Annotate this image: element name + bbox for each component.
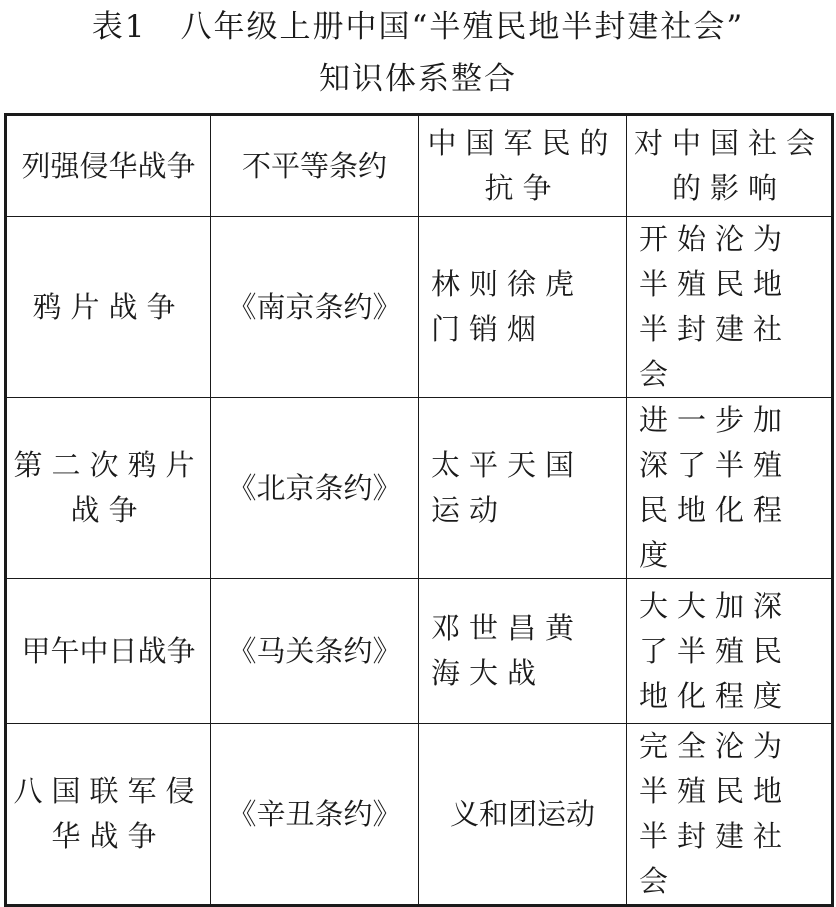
table-number: 表1 (91, 9, 147, 45)
cell-war: 甲午中日战争 (6, 579, 211, 724)
table-row (6, 217, 833, 398)
cell-impact: 开始沦为半殖民地半封建社会 (627, 217, 833, 398)
cell-resistance: 太平天国运动 (419, 398, 627, 579)
table-caption-subtitle: 知识体系整合 (319, 61, 517, 97)
cell-treaty: 《辛丑条约》 (211, 724, 419, 906)
cell-treaty: 《南京条约》 (211, 217, 419, 398)
cell-impact: 大大加深了半殖民地化程度 (627, 579, 833, 724)
table-title: 八年级上册中国“半殖民地半封建社会” (180, 9, 745, 45)
cell-war: 鸦片战争 (6, 217, 211, 398)
header-impact: 对中国社会的影响 (627, 115, 833, 217)
cell-impact: 完全沦为半殖民地半封建社会 (627, 724, 833, 906)
cell-treaty: 《北京条约》 (211, 398, 419, 579)
table-row (6, 579, 833, 724)
cell-war: 八国联军侵华战争 (6, 724, 211, 906)
cell-resistance: 林则徐虎门销烟 (419, 217, 627, 398)
header-resistance: 中国军民的抗争 (419, 115, 627, 217)
table-caption-title (0, 9, 836, 45)
table-row (6, 724, 833, 906)
cell-resistance: 邓世昌黄海大战 (419, 579, 627, 724)
header-treaty: 不平等条约 (211, 115, 419, 217)
cell-impact: 进一步加深了半殖民地化程度 (627, 398, 833, 579)
cell-resistance: 义和团运动 (419, 724, 627, 906)
cell-treaty: 《马关条约》 (211, 579, 419, 724)
cell-war: 第二次鸦片战争 (6, 398, 211, 579)
knowledge-table (4, 113, 834, 907)
table-header-row (6, 115, 833, 217)
header-war: 列强侵华战争 (6, 115, 211, 217)
table-row (6, 398, 833, 579)
